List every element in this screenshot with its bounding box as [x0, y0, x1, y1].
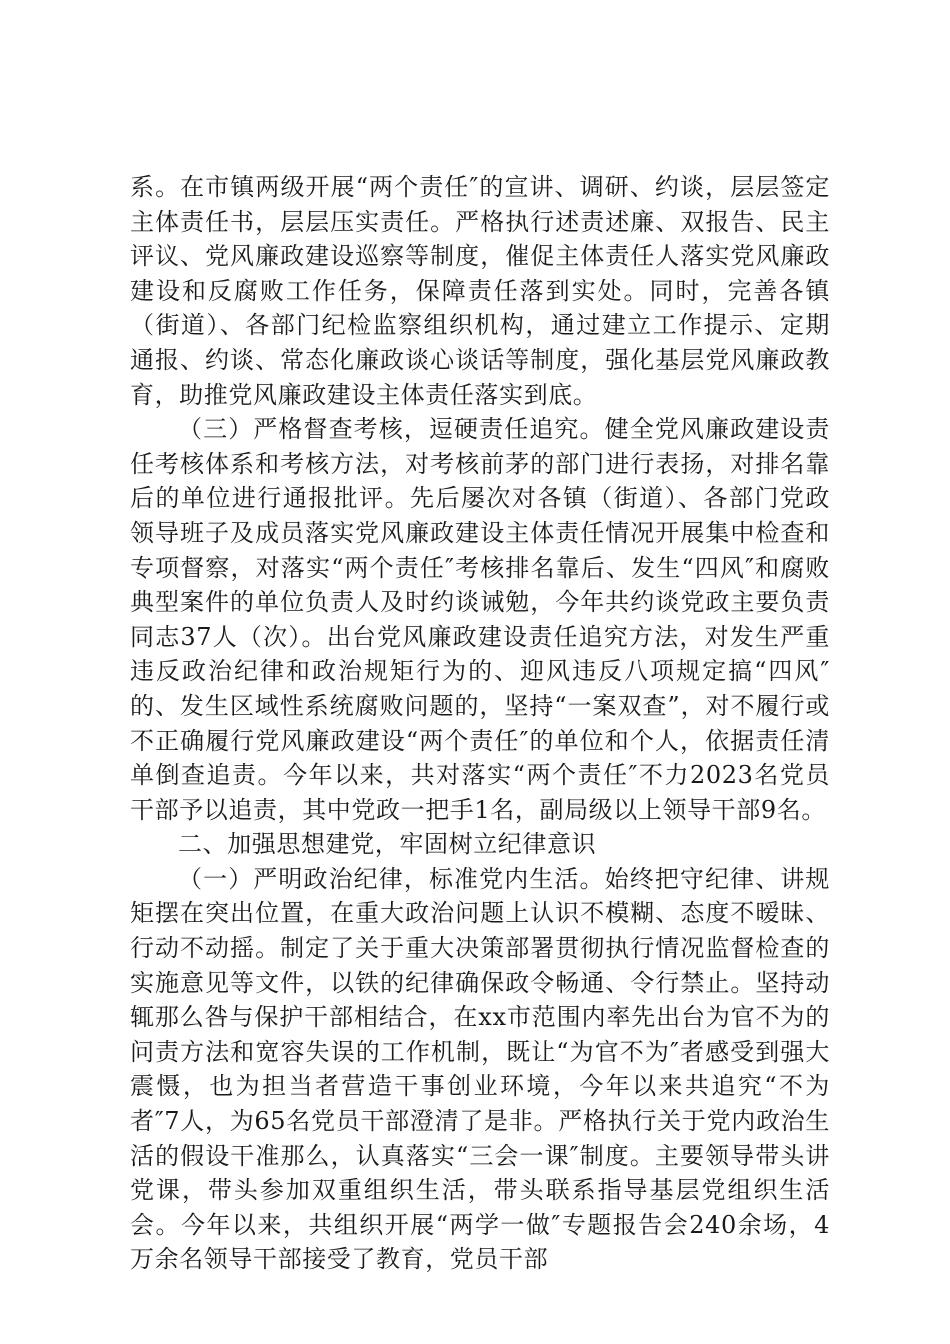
document-page — [130, 170, 830, 1277]
paragraph-supervision-assessment: （三）严格督查考核，逗硬责任追究。健全党风廉政建设责任考核体系和考核方法，对考核前茅的部门进行表扬，对排名靠后的单位进行通报批评。先后屡次对各镇（街道）、各部门党政领导班子及成员落实党风廉政建设主体责任情况开展集中检查和专项督察，对落实“两个责任″考核排名靠后、发生“四风″和腐败典型案件的单位负责人及时约谈诫勉，今年共约谈党政主要负责同志37人（次）。出台党风廉政建设责任追究方法，对发生严重违反政治纪律和政治规矩行为的、迎风违反八项规定搞“四风″的、发生区域性系统腐败问题的，坚持“一案双查”，对不履行或不正确履行党风廉政建设“两个责任″的单位和个人，依据责任清单倒查追责。今年以来，共对落实“两个责任″不力2023名党员干部予以追责，其中党政一把手1名，副局级以上领导干部9名。 — [130, 415, 830, 824]
paragraph-political-discipline: （一）严明政治纪律，标准党内生活。始终把守纪律、讲规矩摆在突出位置，在重大政治问题上认识不模糊、态度不暧昧、行动不动摇。制定了关于重大决策部署贯彻执行情况监督检查的实施意见等文件，以铁的纪律确保政令畅通、令行禁止。坚持动辄那么咎与保护干部相结合，在xx市范围内率先出台为官不为的问责方法和宽容失误的工作机制，既让“为官不为″者感受到强大震慑，也为担当者营造干事创业环境，今年以来共追究“不为者″7人，为65名党员干部澄清了是非。严格执行关于党内政治生活的假设干准那么，认真落实“三会一课″制度。主要领导带头讲党课，带头参加双重组织生活，带头联系指导基层党组织生活会。今年以来，共组织开展“两学一做″专题报告会240余场，4万余名领导干部接受了教育，党员干部 — [130, 864, 830, 1274]
section-heading-ideological-building: 二、加强思想建党，牢固树立纪律意识 — [178, 830, 597, 859]
paragraph-responsibility-system: 系。在市镇两级开展“两个责任″的宣讲、调研、约谈，层层签定主体责任书，层层压实责任。严格执行述责述廉、双报告、民主评议、党风廉政建设巡察等制度，催促主体责任人落实党风廉政建设和反腐败工作任务，保障责任落到实处。同时，完善各镇（街道）、各部门纪检监察组织机构，通过建立工作提示、定期通报、约谈、常态化廉政谈心谈话等制度，强化基层党风廉政教育，助推党风廉政建设主体责任落实到底。 — [130, 173, 830, 409]
